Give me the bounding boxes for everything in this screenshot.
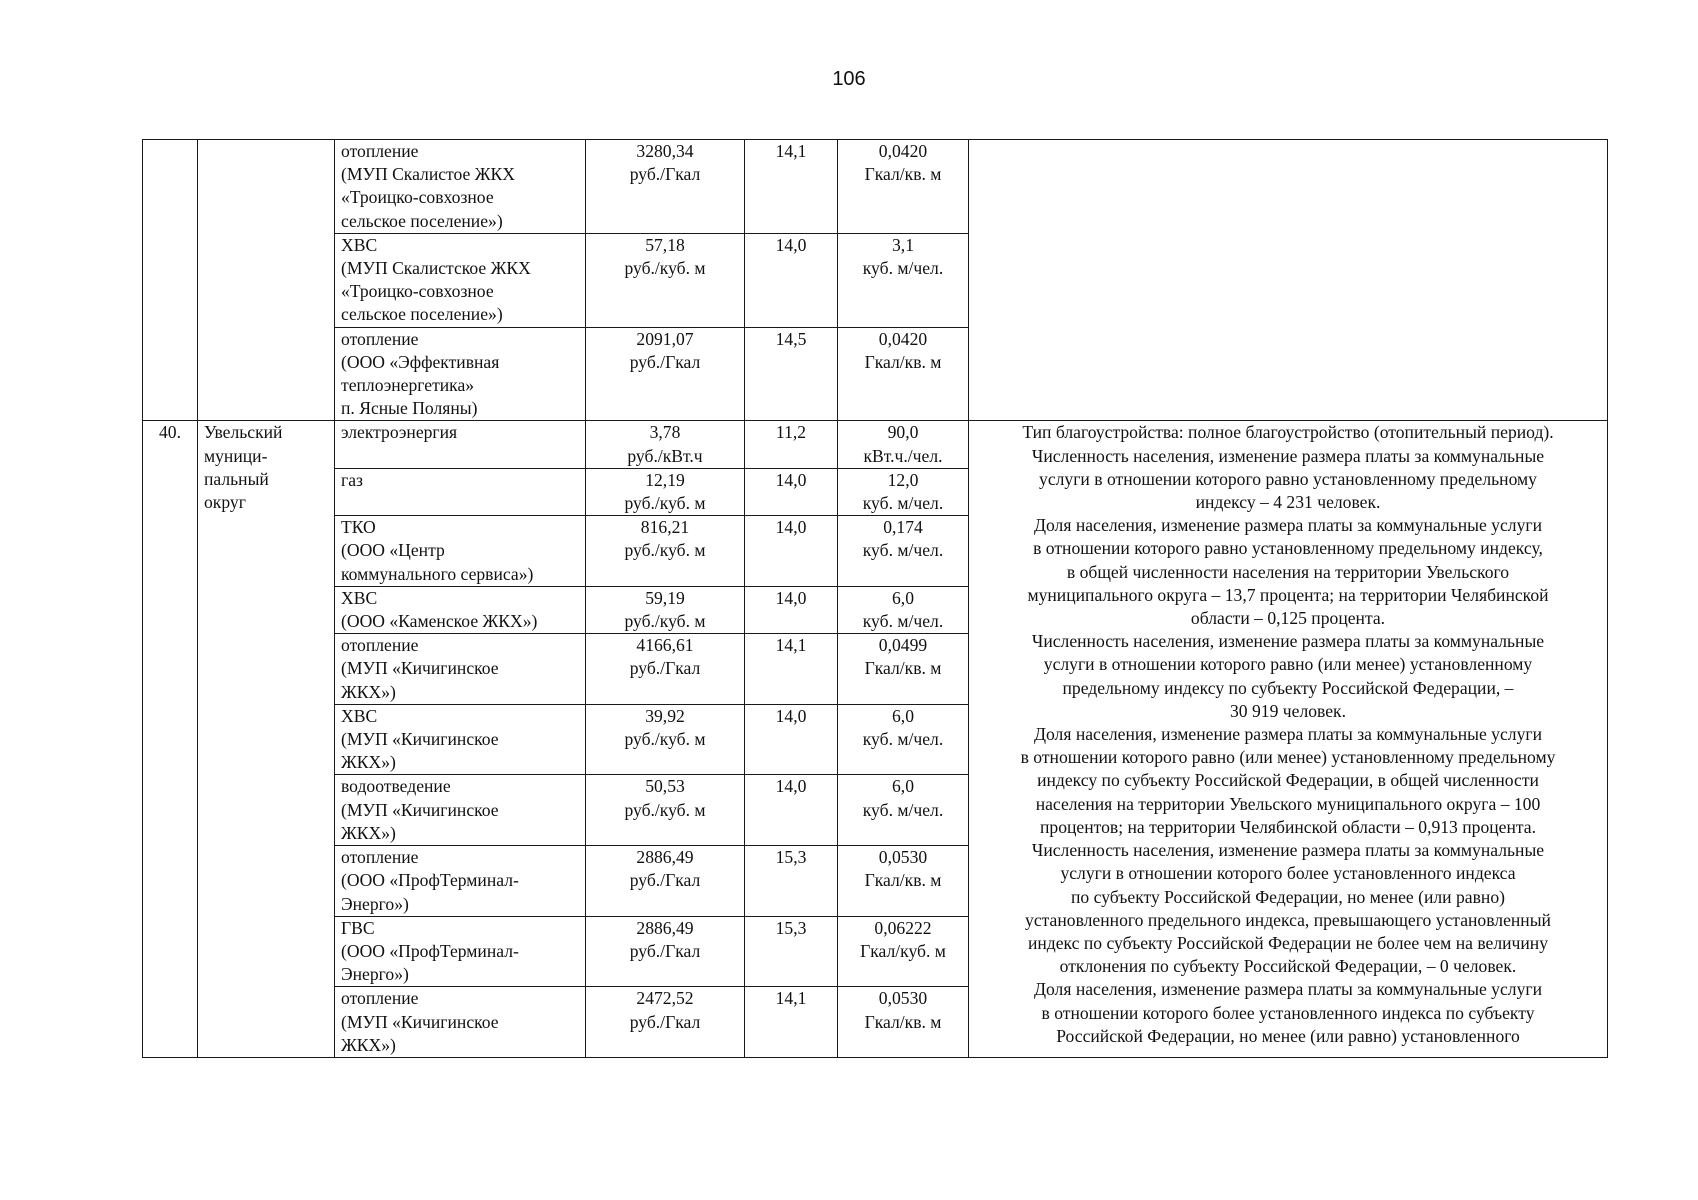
volume-cell-line: Гкал/кв. м	[864, 870, 942, 891]
info-line: муниципального округа – 13,7 процента; на территории Челябинской	[1027, 584, 1549, 605]
info-cell	[969, 140, 1608, 421]
volume-cell-line: куб. м/чел.	[862, 611, 944, 632]
service-cell-line: сельское поселение»)	[341, 304, 503, 325]
service-cell-line: (ООО «ПрофТерминал-	[341, 870, 519, 891]
index-cell	[745, 327, 838, 421]
service-cell-line: водоотведение	[341, 776, 451, 797]
tariff-cell-line: 57,18	[645, 234, 685, 255]
tariff-cell	[586, 516, 745, 587]
info-line: установленного предельного индекса, превышающего установленный	[1025, 909, 1551, 930]
service-cell-line: электроэнергия	[341, 422, 458, 443]
service-cell-line: (МУП «Кичигинское	[341, 799, 499, 820]
info-line: Доля населения, изменение размера платы за коммунальные услуги	[1033, 515, 1542, 536]
index-cell-value: 14,0	[775, 469, 807, 490]
service-cell-line: ХВС	[341, 705, 378, 726]
volume-cell-line: 0,0530	[878, 988, 928, 1009]
tariff-cell-line: руб./Гкал	[629, 658, 701, 679]
index-cell-value: 14,0	[775, 234, 807, 255]
service-cell-line: «Троицко-совхозное	[341, 187, 494, 208]
table-row	[143, 140, 1608, 234]
tariff-cell-line: руб./куб. м	[624, 799, 706, 820]
volume-cell	[838, 468, 969, 515]
volume-cell-line: 90,0	[887, 422, 919, 443]
volume-cell-line: 0,0499	[878, 635, 928, 656]
tariff-cell-line: руб./куб. м	[624, 540, 706, 561]
info-line: индексу – 4 231 человек.	[1195, 492, 1381, 513]
service-cell	[335, 233, 586, 327]
volume-cell-line: Гкал/куб. м	[860, 940, 946, 961]
tariff-cell-line: 39,92	[645, 705, 685, 726]
tariff-cell-line: руб./куб. м	[624, 493, 706, 514]
tariff-table	[142, 139, 1608, 1058]
service-cell-line: сельское поселение»)	[341, 210, 503, 231]
tariff-cell-line: руб./Гкал	[629, 351, 701, 372]
index-cell	[745, 634, 838, 705]
volume-cell-line: куб. м/чел.	[862, 540, 944, 561]
row-number-cell	[143, 421, 198, 1057]
index-cell	[745, 775, 838, 846]
index-cell-value: 14,1	[775, 141, 807, 161]
volume-cell-line: Гкал/кв. м	[864, 164, 942, 185]
service-cell-line: Энерго»)	[341, 964, 409, 985]
service-cell-line: отопление	[341, 847, 419, 868]
tariff-cell-line: 3,78	[649, 422, 681, 443]
service-cell-line: п. Ясные Поляны)	[341, 398, 478, 419]
service-cell-line: отопление	[341, 328, 419, 349]
tariff-cell-line: 12,19	[645, 469, 685, 490]
info-line: процентов; на территории Челябинской области – 0,913 процента.	[1039, 816, 1537, 837]
info-line: индекс по субъекту Российской Федерации не более чем на величину	[1027, 932, 1549, 953]
service-cell	[335, 140, 586, 234]
tariff-cell	[586, 775, 745, 846]
volume-cell	[838, 916, 969, 987]
index-cell-value: 14,0	[775, 776, 807, 797]
service-cell-line: Энерго»)	[341, 893, 409, 914]
tariff-cell-line: 2472,52	[636, 988, 694, 1009]
index-cell-value: 15,3	[775, 917, 807, 938]
index-cell-value: 14,0	[775, 517, 807, 538]
index-cell	[745, 916, 838, 987]
service-cell-line: ЖКХ»)	[341, 752, 396, 773]
index-cell	[745, 140, 838, 234]
tariff-cell	[586, 704, 745, 775]
index-cell-value: 14,0	[775, 587, 807, 608]
tariff-cell-line: руб./куб. м	[624, 258, 706, 279]
service-cell-line: газ	[341, 469, 363, 490]
municipality-cell-line: пальный	[204, 468, 269, 489]
service-cell-line: ЖКХ»)	[341, 681, 396, 702]
tariff-cell-line: руб./Гкал	[629, 164, 701, 185]
municipality-cell	[198, 421, 335, 1057]
tariff-cell-line: 4166,61	[636, 635, 694, 656]
volume-cell	[838, 327, 969, 421]
service-cell-line: отопление	[341, 988, 419, 1009]
service-cell-line: ГВС	[341, 917, 375, 938]
tariff-cell	[586, 586, 745, 633]
service-cell-line: (МУП «Кичигинское	[341, 1011, 499, 1032]
volume-cell	[838, 775, 969, 846]
volume-cell	[838, 233, 969, 327]
service-cell	[335, 916, 586, 987]
service-cell-line: (МУП Скалистое ЖКХ	[341, 164, 515, 185]
tariff-cell	[586, 421, 745, 468]
info-line: индексу по субъекту Российской Федерации, в общей численности	[1037, 770, 1539, 791]
volume-cell-line: 0,0530	[878, 847, 928, 868]
service-cell-line: отопление	[341, 635, 419, 656]
municipality-cell-line: муници-	[204, 445, 268, 466]
index-cell	[745, 421, 838, 468]
info-line: области – 0,125 процента.	[1190, 608, 1386, 629]
info-line: Российской Федерации, но менее (или равно) установленного	[1056, 1025, 1520, 1046]
volume-cell	[838, 846, 969, 917]
service-cell	[335, 516, 586, 587]
service-cell-line: (ООО «Эффективная	[341, 351, 500, 372]
info-line: в отношении которого равно установленному предельному индексу,	[1033, 538, 1543, 559]
tariff-cell	[586, 987, 745, 1058]
info-line: по субъекту Российской Федерации, но менее (или равно)	[1071, 886, 1505, 907]
service-cell	[335, 775, 586, 846]
service-cell	[335, 586, 586, 633]
volume-cell	[838, 704, 969, 775]
service-cell-line: (МУП Скалистское ЖКХ	[341, 258, 531, 279]
service-cell-line: ЖКХ»)	[341, 1034, 396, 1055]
tariff-cell-line: руб./Гкал	[629, 1011, 701, 1032]
tariff-cell-line: руб./Гкал	[629, 870, 701, 891]
index-cell	[745, 987, 838, 1058]
info-line: Тип благоустройства: полное благоустройство (отопительный период).	[1022, 422, 1554, 443]
service-cell-line: ХВС	[341, 234, 378, 255]
service-cell-line: коммунального сервиса»)	[341, 563, 534, 584]
volume-cell-line: 3,1	[892, 234, 914, 255]
tariff-cell	[586, 634, 745, 705]
volume-cell-line: 0,0420	[878, 141, 928, 161]
volume-cell-line: 6,0	[892, 705, 914, 726]
info-line: 30 919 человек.	[1230, 700, 1346, 721]
tariff-cell-line: руб./куб. м	[624, 611, 706, 632]
tariff-cell-line: 2886,49	[636, 917, 694, 938]
tariff-cell-line: 2886,49	[636, 847, 694, 868]
service-cell	[335, 704, 586, 775]
volume-cell-line: куб. м/чел.	[862, 799, 944, 820]
tariff-cell	[586, 140, 745, 234]
index-cell	[745, 233, 838, 327]
volume-cell-line: куб. м/чел.	[862, 258, 944, 279]
index-cell-value: 14,1	[775, 635, 807, 656]
tariff-cell-line: 816,21	[640, 517, 690, 538]
info-line: в общей численности населения на территории Увельского	[1066, 561, 1510, 582]
service-cell-line: «Троицко-совхозное	[341, 281, 494, 302]
tariff-cell	[586, 468, 745, 515]
volume-cell-line: 12,0	[887, 469, 919, 490]
table-row	[143, 421, 1608, 468]
service-cell-line: (ООО «Центр	[341, 540, 445, 561]
volume-cell-line: 6,0	[892, 776, 914, 797]
municipality-cell-line: округ	[204, 492, 246, 513]
info-line: Численность населения, изменение размера платы за коммунальные	[1031, 840, 1545, 861]
info-line: Численность населения, изменение размера платы за коммунальные	[1031, 631, 1545, 652]
index-cell	[745, 468, 838, 515]
row-number-cell-value: 40.	[159, 422, 181, 443]
tariff-cell	[586, 846, 745, 917]
service-cell-line: ХВС	[341, 587, 378, 608]
tariff-cell-line: 3280,34	[636, 141, 694, 161]
volume-cell	[838, 634, 969, 705]
info-line: Численность населения, изменение размера платы за коммунальные	[1031, 445, 1545, 466]
info-line: в отношении которого более установленного индекса по субъекту	[1041, 1002, 1535, 1023]
service-cell-line: (МУП «Кичигинское	[341, 729, 499, 750]
service-cell-line: (ООО «Каменское ЖКХ»)	[341, 611, 538, 632]
service-cell	[335, 846, 586, 917]
service-cell-line: (МУП «Кичигинское	[341, 658, 499, 679]
volume-cell	[838, 586, 969, 633]
info-line: услуги в отношении которого равно установленному предельному	[1039, 468, 1537, 489]
population-info-text	[975, 421, 1601, 1047]
service-cell	[335, 421, 586, 468]
info-line: отклонения по субъекту Российской Федерации, – 0 человек.	[1059, 956, 1517, 977]
info-line: в отношении которого равно (или менее) установленному предельному	[1020, 747, 1556, 768]
volume-cell-line: куб. м/чел.	[862, 493, 944, 514]
tariff-cell-line: 2091,07	[636, 328, 694, 349]
service-cell-line: теплоэнергетика»	[341, 375, 475, 396]
volume-cell	[838, 987, 969, 1058]
index-cell	[745, 846, 838, 917]
info-line: населения на территории Увельского муниципального округа – 100	[1035, 793, 1541, 814]
service-cell	[335, 327, 586, 421]
info-line: услуги в отношении которого более установленного индекса	[1060, 863, 1516, 884]
service-cell-line: (ООО «ПрофТерминал-	[341, 940, 519, 961]
service-cell-line: ТКО	[341, 517, 376, 538]
municipality-cell-line: Увельский	[204, 422, 283, 443]
tariff-cell	[586, 916, 745, 987]
tariff-cell-line: 59,19	[645, 587, 685, 608]
tariff-cell-line: руб./Гкал	[629, 940, 701, 961]
table-body	[143, 140, 1608, 1058]
municipality-cell	[198, 140, 335, 421]
volume-cell-line: 0,0420	[878, 328, 928, 349]
index-cell	[745, 704, 838, 775]
info-line: Доля населения, изменение размера платы за коммунальные услуги	[1033, 979, 1542, 1000]
row-number-cell	[143, 140, 198, 421]
tariff-cell-line: руб./кВт.ч	[627, 445, 703, 466]
service-cell	[335, 634, 586, 705]
index-cell-value: 14,1	[775, 988, 807, 1009]
volume-cell	[838, 421, 969, 468]
tariff-cell-line: руб./куб. м	[624, 729, 706, 750]
info-cell	[969, 421, 1608, 1057]
volume-cell-line: куб. м/чел.	[862, 729, 944, 750]
volume-cell-line: 0,174	[883, 517, 923, 538]
info-line: Доля населения, изменение размера платы за коммунальные услуги	[1033, 724, 1542, 745]
volume-cell-line: 6,0	[892, 587, 914, 608]
info-line: предельному индексу по субъекту Российской Федерации, –	[1062, 677, 1514, 698]
volume-cell	[838, 140, 969, 234]
tariff-cell	[586, 327, 745, 421]
volume-cell-line: Гкал/кв. м	[864, 351, 942, 372]
service-cell-line: ЖКХ»)	[341, 822, 396, 843]
tariff-cell	[586, 233, 745, 327]
index-cell	[745, 516, 838, 587]
index-cell	[745, 586, 838, 633]
volume-cell-line: Гкал/кв. м	[864, 1011, 942, 1032]
page-number: 106	[832, 68, 866, 90]
index-cell-value: 15,3	[775, 847, 807, 868]
index-cell-value: 14,5	[775, 328, 807, 349]
service-cell	[335, 468, 586, 515]
info-line: услуги в отношении которого равно (или менее) установленному	[1043, 654, 1533, 675]
service-cell-line: отопление	[341, 141, 419, 161]
tariff-cell-line: 50,53	[645, 776, 685, 797]
volume-cell-line: Гкал/кв. м	[864, 658, 942, 679]
volume-cell	[838, 516, 969, 587]
index-cell-value: 14,0	[775, 705, 807, 726]
index-cell-value: 11,2	[775, 422, 807, 443]
service-cell	[335, 987, 586, 1058]
volume-cell-line: 0,06222	[874, 917, 932, 938]
volume-cell-line: кВт.ч./чел.	[863, 445, 943, 466]
